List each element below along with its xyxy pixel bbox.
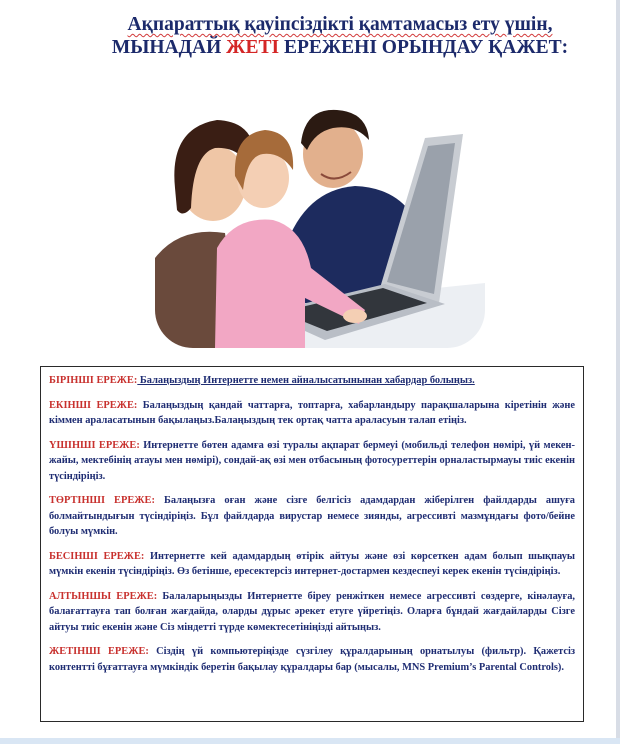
family-with-laptop-photo (155, 98, 485, 348)
rule-7-label: ЖЕТІНШІ ЕРЕЖЕ: (49, 646, 149, 657)
rules-box (40, 366, 584, 722)
page-title (60, 14, 620, 59)
title-line-2 (60, 36, 620, 59)
rule-1-text: Балаңыздың Интернетте немен айналысатынынан хабардар болыңыз. (137, 375, 475, 386)
rule-5-label: БЕСІНШІ ЕРЕЖЕ: (49, 550, 145, 562)
title-line-2-start: МЫНАДАЙ (111, 37, 227, 58)
rule-2 (49, 398, 575, 429)
rule-2-text: Балаңыздың қандай чаттарға, топтарға, хабарландыру парақшаларына кіретінін және кіммен араласатынын бақылаңыз.Балаңыздың тек ортақ чатта араласуын талап етіңіз. (49, 399, 575, 426)
rule-3 (49, 438, 575, 485)
rule-2-label: ЕКІНШІ ЕРЕЖЕ: (49, 399, 138, 411)
rule-5 (49, 549, 575, 580)
rule-6 (49, 589, 575, 636)
rule-5-text: Интернетте кей адамдардың өтірік айтуы және өзі көрсеткен адам болып шықпауы мүмкін екенін түсіндіріңіз. Өз бетінше, ересектерсіз интернет-достармен кездеспеуі керек екенін түсіндіріңіз. (49, 550, 576, 577)
rule-6-text: Балаларыңызды Интернетте біреу ренжіткен немесе агрессивті сөздерге, кінәлауға, балағаттауға тап болған жағдайда, оларды дұрыс әрекет етуге үйретіңіз. Оларға бұндай жағдайларды Сізге айтуы тиіс екенін және Сіз міндетті түрде көмектесетініңізді айтыңыз. (49, 590, 575, 633)
rule-6-label: АЛТЫНШЫ ЕРЕЖЕ: (49, 590, 158, 602)
page-edge-bottom (0, 738, 620, 744)
rule-1 (49, 373, 575, 389)
title-line-1: Ақпараттық қауіпсіздікті қамтамасыз ету үшін, (127, 14, 553, 35)
rule-4-text: Балаңызға оған және сізге белгісіз адамдардан жіберілген файлдарды ашуға болмайтындығын түсіндіріңіз. Бұл файлдарда вирустар немесе зиянды, агрессивті мазмұндағы фото/бейне болуы мүмкін. (49, 495, 575, 537)
title-line-2-end: ЕРЕЖЕНІ ОРЫНДАУ ҚАЖЕТ: (279, 37, 569, 58)
rule-7-text: Сіздің үй компьютеріңізде сүзгілеу құралдарының орнатылуы (фильтр). Қажетсіз контентті бұғаттауға мүмкіндік беретін бақылау құралдары бар (мысалы, MNS Premium’s Parental Controls). (49, 646, 576, 673)
title-accent-word: ЖЕТІ (226, 37, 280, 58)
rule-7 (49, 644, 575, 675)
rule-3-label: ҮШІНШІ ЕРЕЖЕ: (49, 439, 140, 451)
rule-3-text: Интернетте бөтен адамға өзі туралы ақпарат бермеуі (мобильді телефон нөмірі, үй мекен-жайы, мектебінің атауы мен нөмірі), сондай-ақ өзі мен отбасының фотосуреттерін орналастырмауы тиіс екенін түсіндіріңіз. (49, 439, 575, 482)
rule-4 (49, 493, 575, 540)
page-edge-right (616, 0, 620, 744)
rule-4-label: ТӨРТІНШІ ЕРЕЖЕ: (49, 495, 155, 506)
rule-1-label: БІРІНШІ ЕРЕЖЕ: (49, 375, 138, 386)
